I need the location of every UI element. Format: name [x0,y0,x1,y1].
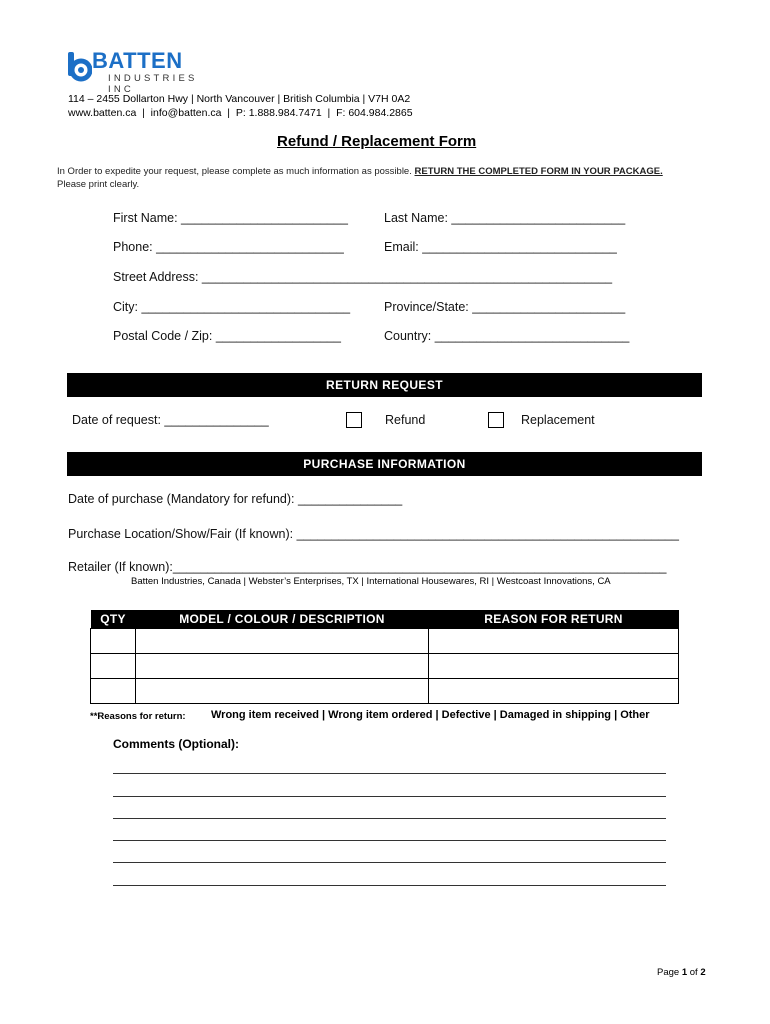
postal-code-field[interactable]: Postal Code / Zip: __________________ [113,329,341,343]
form-title: Refund / Replacement Form [277,133,477,150]
date-of-purchase-field[interactable]: Date of purchase (Mandatory for refund): _______________ [68,492,403,506]
description-cell[interactable] [136,679,429,704]
table-row [91,679,679,704]
comment-line[interactable] [113,818,666,819]
city-field[interactable]: City: ______________________________ [113,300,351,314]
replacement-label: Replacement [521,413,595,427]
first-name-field[interactable]: First Name: ________________________ [113,211,348,225]
intro-bold: RETURN THE COMPLETED FORM IN YOUR PACKAGE. [414,166,663,177]
refund-label: Refund [385,413,426,427]
country-field[interactable]: Country: ____________________________ [384,329,630,343]
email-field[interactable]: Email: ____________________________ [384,240,617,254]
comment-line[interactable] [113,796,666,797]
comment-line[interactable] [113,773,666,774]
reasons-label: **Reasons for return: [90,711,186,722]
reason-cell[interactable] [429,654,679,679]
logo-subtitle: INDUSTRIES INC [108,73,198,95]
description-cell[interactable] [136,654,429,679]
logo-brand: BATTEN [92,48,183,73]
table-row [91,629,679,654]
street-address-field[interactable]: Street Address: ___________________________________________________________ [113,270,613,284]
last-name-field[interactable]: Last Name: _________________________ [384,211,626,225]
page-number: Page 1 of 2 [657,967,706,978]
province-field[interactable]: Province/State: ______________________ [384,300,626,314]
date-of-request-field[interactable]: Date of request: _______________ [72,413,269,427]
comment-line[interactable] [113,862,666,863]
qty-header: QTY [91,610,136,629]
table-header-row [91,610,679,629]
reason-cell[interactable] [429,629,679,654]
items-table [90,610,679,704]
purchase-information-heading: PURCHASE INFORMATION [67,452,702,476]
reasons-options: Wrong item received | Wrong item ordered | Defective | Damaged in shipping | Other [211,709,650,721]
retailer-field[interactable]: Retailer (If known):_______________________________________________________________________ [68,560,667,574]
description-header: MODEL / COLOUR / DESCRIPTION [136,610,429,629]
comment-line[interactable] [113,885,666,886]
refund-checkbox[interactable] [346,412,362,428]
batten-logo [66,48,226,95]
qty-cell[interactable] [91,679,136,704]
contact-line: www.batten.ca | info@batten.ca | P: 1.888.984.7471 | F: 604.984.2865 [68,107,413,119]
retailer-note: Batten Industries, Canada | Webster’s Enterprises, TX | International Housewares, RI | Westcoast Innovations, CA [131,576,611,587]
description-cell[interactable] [136,629,429,654]
replacement-checkbox[interactable] [488,412,504,428]
purchase-location-field[interactable]: Purchase Location/Show/Fair (If known): _______________________________________________________ [68,527,679,541]
reason-header: REASON FOR RETURN [429,610,679,629]
comments-label: Comments (Optional): [113,737,239,751]
return-request-heading: RETURN REQUEST [67,373,702,397]
batten-logo-icon [66,50,92,84]
address-line: 114 – 2455 Dollarton Hwy | North Vancouver | British Columbia | V7H 0A2 [68,93,411,105]
comment-line[interactable] [113,840,666,841]
qty-cell[interactable] [91,629,136,654]
intro-line2: Please print clearly. [57,179,140,190]
phone-field[interactable]: Phone: ___________________________ [113,240,344,254]
intro-text: In Order to expedite your request, please complete as much information as possible. RETURN THE COMPLETED FORM IN YOUR PACKAGE. [57,166,663,177]
reason-cell[interactable] [429,679,679,704]
table-row [91,654,679,679]
qty-cell[interactable] [91,654,136,679]
